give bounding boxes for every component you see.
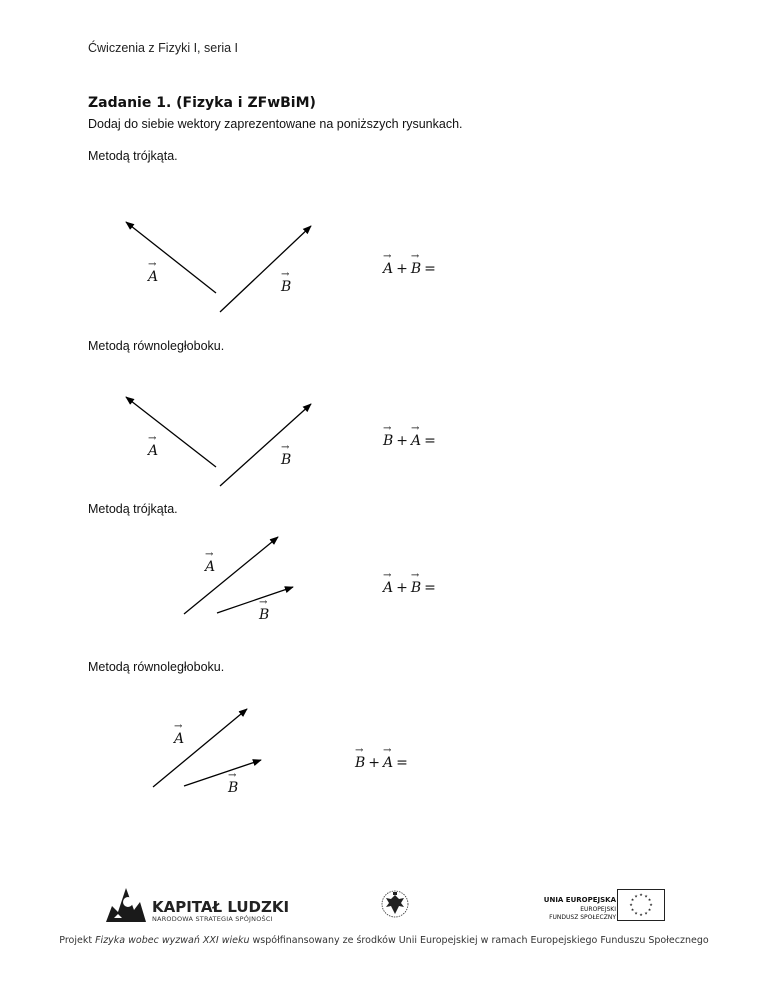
svg-text:★: ★ — [634, 910, 638, 916]
eu-subtitle-1: EUROPEJSKI — [580, 906, 616, 913]
svg-text:★: ★ — [647, 907, 652, 912]
kapital-ludzki-title: KAPITAŁ LUDZKI — [152, 898, 290, 916]
svg-text:★: ★ — [647, 897, 652, 902]
svg-text:★: ★ — [629, 902, 633, 907]
vector-b-fig2 — [220, 404, 311, 486]
svg-text:★: ★ — [634, 893, 638, 899]
svg-text:★: ★ — [644, 910, 648, 916]
label-a-fig3: → A — [205, 559, 215, 575]
kapital-ludzki-logo-icon — [104, 884, 148, 924]
svg-text:★: ★ — [639, 892, 643, 897]
svg-text:★: ★ — [649, 902, 653, 907]
svg-text:★: ★ — [630, 897, 635, 902]
svg-text:★: ★ — [630, 907, 635, 912]
method-caption-1: Metodą trójkąta. — [88, 149, 178, 163]
equation-fig2: → B +→ A = — [383, 433, 439, 449]
label-b-fig1: → B — [281, 279, 291, 295]
label-b-fig4: → B — [228, 780, 238, 796]
label-b-fig3: → B — [259, 607, 269, 623]
eu-subtitle-2: FUNDUSZ SPOŁECZNY — [549, 914, 616, 921]
project-footer: Projekt Fizyka wobec wyzwań XXI wieku współfinansowany ze środków Unii Europejskiej w ramach Europejskiego Funduszu Społecznego — [59, 935, 709, 946]
svg-text:★: ★ — [644, 893, 648, 899]
vector-b-fig1 — [220, 226, 311, 312]
method-caption-4: Metodą równoległoboku. — [88, 660, 225, 674]
equation-fig3: → A +→ B = — [383, 580, 439, 596]
label-a-fig1: → A — [148, 269, 158, 285]
method-caption-3: Metodą trójkąta. — [88, 502, 178, 516]
document-header: Ćwiczenia z Fizyki I, seria I — [88, 41, 239, 55]
equation-fig4: → B +→ A = — [355, 755, 411, 771]
task-instruction: Dodaj do siebie wektory zaprezentowane na poniższych rysunkach. — [88, 117, 463, 131]
equation-fig1: → A +→ B = — [383, 261, 439, 277]
label-a-fig2: → A — [148, 443, 158, 459]
kapital-ludzki-subtitle: NARODOWA STRATEGIA SPÓJNOŚCI — [152, 915, 273, 923]
method-caption-2: Metodą równoległoboku. — [88, 339, 225, 353]
eu-title: UNIA EUROPEJSKA — [543, 896, 616, 904]
eu-flag-icon — [617, 889, 665, 921]
svg-text:★: ★ — [639, 912, 643, 917]
label-a-fig4: → A — [174, 731, 184, 747]
vector-a-fig2 — [126, 397, 216, 467]
vector-b-fig3 — [217, 587, 293, 613]
vector-a-fig1 — [126, 222, 216, 293]
university-eagle-seal-icon — [380, 887, 410, 923]
label-b-fig2: → B — [281, 452, 291, 468]
vector-b-fig4 — [184, 760, 261, 786]
task-title: Zadanie 1. (Fizyka i ZFwBiM) — [88, 95, 316, 111]
